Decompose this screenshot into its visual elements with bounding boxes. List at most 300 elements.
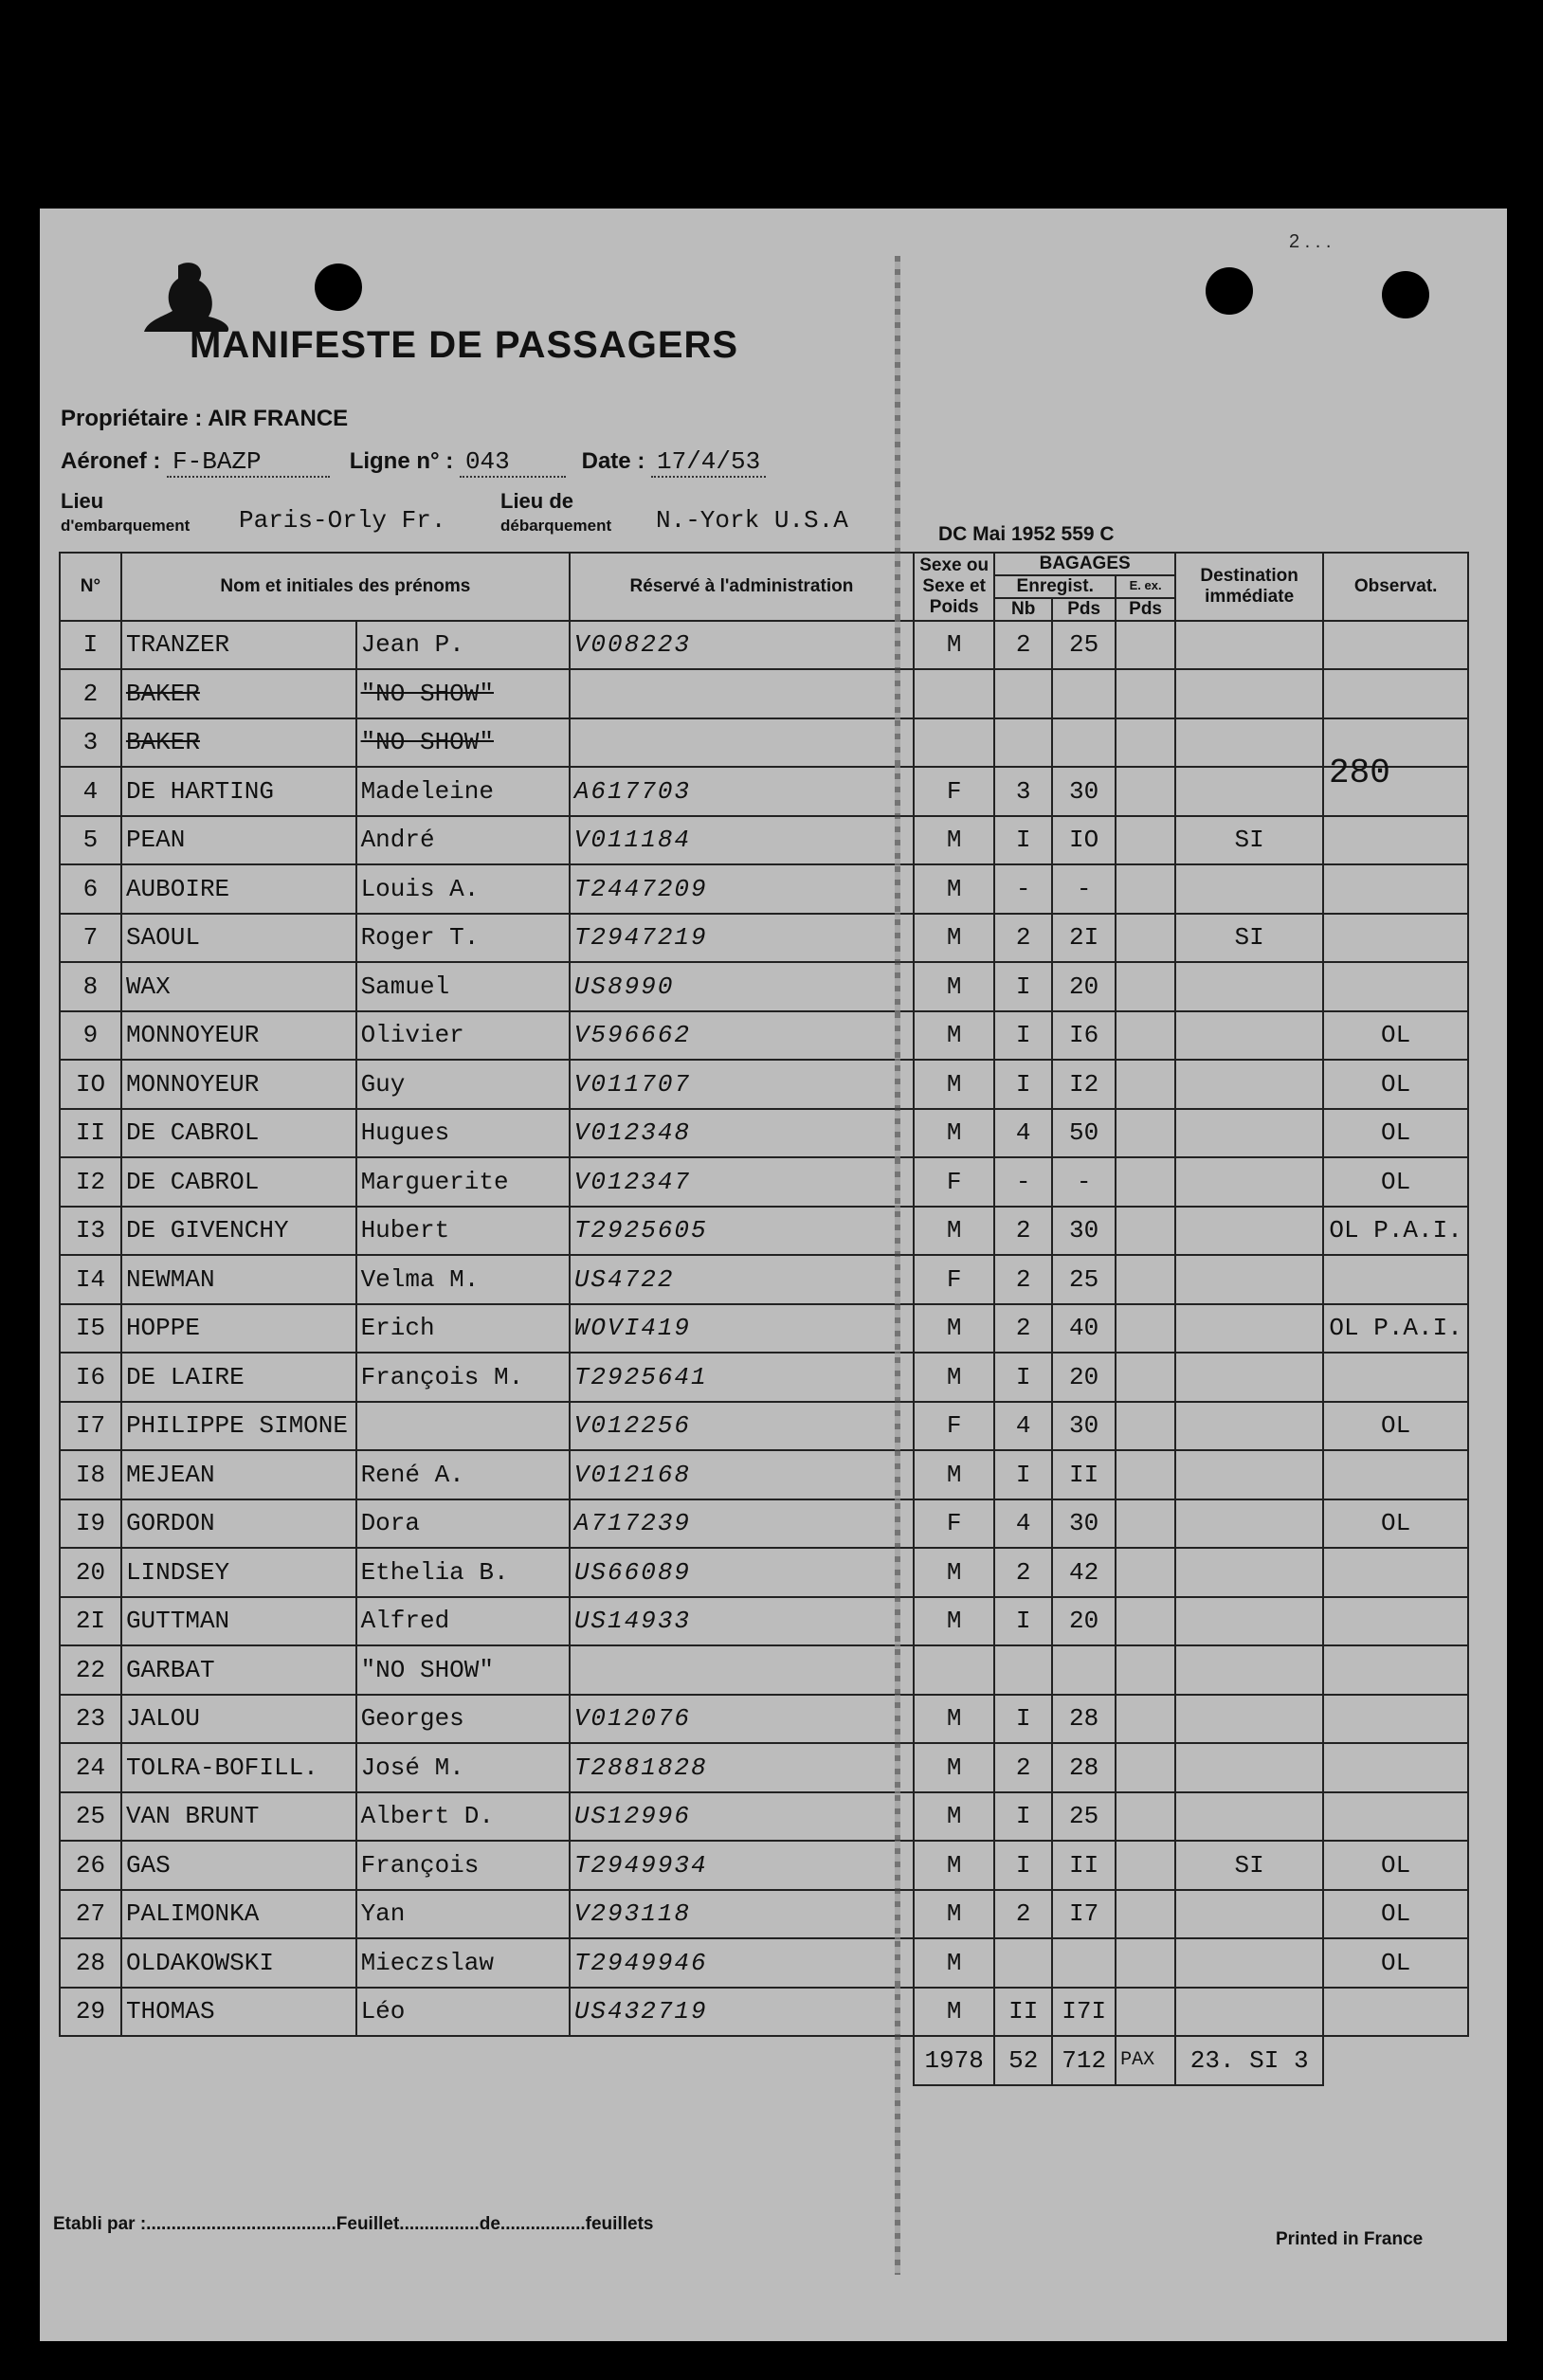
first-name-cell: "NO SHOW"	[356, 1645, 570, 1695]
reservation-number-cell: T2947219	[570, 914, 914, 963]
sex-cell: M	[914, 1988, 994, 2037]
passenger-name-cell: AUBOIRE	[121, 864, 356, 914]
table-row	[60, 767, 1468, 816]
observation-cell	[1323, 1645, 1468, 1695]
row-number-cell: I7	[60, 1402, 121, 1451]
reservation-number-cell: V011707	[570, 1060, 914, 1109]
destination-cell	[1175, 1109, 1323, 1158]
sex-cell	[914, 1645, 994, 1695]
reservation-number-cell: T2447209	[570, 864, 914, 914]
passenger-name-cell: TRANZER	[121, 621, 356, 670]
reservation-number-cell: US432719	[570, 1988, 914, 2037]
baggage-count-cell: I	[994, 1695, 1052, 1744]
extra-baggage-cell	[1116, 1938, 1175, 1988]
row-number-cell: 29	[60, 1988, 121, 2037]
row-number-cell: 23	[60, 1695, 121, 1744]
baggage-weight-cell: IO	[1052, 816, 1116, 865]
extra-baggage-cell	[1116, 718, 1175, 768]
row-number-cell: 27	[60, 1890, 121, 1939]
observation-cell: OL	[1323, 1402, 1468, 1451]
sex-cell	[914, 669, 994, 718]
destination-cell: SI	[1175, 816, 1323, 865]
baggage-count-cell: I	[994, 1450, 1052, 1499]
baggage-weight-cell: 28	[1052, 1743, 1116, 1792]
baggage-weight-cell: I7I	[1052, 1988, 1116, 2037]
first-name-cell: Léo	[356, 1988, 570, 2037]
passenger-name-cell: DE HARTING	[121, 767, 356, 816]
table-row	[60, 1695, 1468, 1744]
table-row	[60, 1988, 1468, 2037]
baggage-weight-cell: -	[1052, 864, 1116, 914]
passenger-name-cell: HOPPE	[121, 1304, 356, 1354]
baggage-weight-cell: 30	[1052, 1207, 1116, 1256]
observation-cell	[1323, 1792, 1468, 1842]
baggage-weight-cell: 20	[1052, 1353, 1116, 1402]
destination-cell	[1175, 1938, 1323, 1988]
passenger-name-cell: VAN BRUNT	[121, 1792, 356, 1842]
extra-baggage-cell	[1116, 1450, 1175, 1499]
baggage-weight-cell: 28	[1052, 1695, 1116, 1744]
destination-cell	[1175, 864, 1323, 914]
baggage-count-cell: 4	[994, 1499, 1052, 1549]
passenger-name-cell: MONNOYEUR	[121, 1060, 356, 1109]
first-name-cell	[356, 1402, 570, 1451]
reservation-number-cell: T2925641	[570, 1353, 914, 1402]
header-extra-pds: Pds	[1116, 598, 1175, 621]
row-number-cell: I8	[60, 1450, 121, 1499]
destination-cell	[1175, 1890, 1323, 1939]
passenger-name-cell: PEAN	[121, 816, 356, 865]
observation-cell: OL	[1323, 1060, 1468, 1109]
destination-cell	[1175, 1792, 1323, 1842]
sex-cell: M	[914, 1060, 994, 1109]
baggage-count-cell: -	[994, 864, 1052, 914]
flight-line	[61, 447, 766, 478]
first-name-cell: Yan	[356, 1890, 570, 1939]
baggage-weight-cell: I6	[1052, 1011, 1116, 1061]
first-name-cell: Ethelia B.	[356, 1548, 570, 1597]
destination-cell	[1175, 669, 1323, 718]
first-name-cell: Guy	[356, 1060, 570, 1109]
punch-hole	[1382, 271, 1429, 318]
extra-baggage-cell	[1116, 621, 1175, 670]
table-row	[60, 1060, 1468, 1109]
baggage-count-cell: 2	[994, 914, 1052, 963]
destination-cell	[1175, 1157, 1323, 1207]
baggage-weight-cell: 25	[1052, 621, 1116, 670]
observation-cell	[1323, 1548, 1468, 1597]
row-number-cell: 4	[60, 767, 121, 816]
sex-cell: M	[914, 1304, 994, 1354]
form-reference: DC Mai 1952 559 C	[938, 523, 1115, 545]
row-number-cell: 2I	[60, 1597, 121, 1646]
reservation-number-cell: V012256	[570, 1402, 914, 1451]
passenger-name-cell: DE CABROL	[121, 1157, 356, 1207]
table-row	[60, 1011, 1468, 1061]
passenger-name-cell: GAS	[121, 1841, 356, 1890]
baggage-count-cell: I	[994, 1841, 1052, 1890]
baggage-count-cell: I	[994, 1792, 1052, 1842]
reservation-number-cell: V012168	[570, 1450, 914, 1499]
table-row	[60, 1792, 1468, 1842]
aircraft-value: F-BAZP	[167, 447, 330, 478]
row-number-cell: 28	[60, 1938, 121, 1988]
reservation-number-cell: T2949946	[570, 1938, 914, 1988]
observation-cell	[1323, 1255, 1468, 1304]
first-name-cell: Louis A.	[356, 864, 570, 914]
passenger-name-cell: PHILIPPE SIMONE	[121, 1402, 356, 1451]
sex-cell: F	[914, 1255, 994, 1304]
table-row	[60, 914, 1468, 963]
destination-cell	[1175, 1304, 1323, 1354]
line-label: Ligne n° :	[349, 448, 454, 474]
table-row	[60, 864, 1468, 914]
first-name-cell: Mieczslaw	[356, 1938, 570, 1988]
passenger-name-cell: DE CABROL	[121, 1109, 356, 1158]
table-row	[60, 718, 1468, 768]
reservation-number-cell: V293118	[570, 1890, 914, 1939]
reservation-number-cell: US66089	[570, 1548, 914, 1597]
row-number-cell: 26	[60, 1841, 121, 1890]
extra-baggage-cell	[1116, 1402, 1175, 1451]
destination-cell	[1175, 767, 1323, 816]
row-number-cell: I4	[60, 1255, 121, 1304]
row-number-cell: I9	[60, 1499, 121, 1549]
baggage-weight-cell	[1052, 1645, 1116, 1695]
table-row	[60, 1304, 1468, 1354]
first-name-cell: Dora	[356, 1499, 570, 1549]
passenger-name-cell: THOMAS	[121, 1988, 356, 2037]
baggage-weight-cell: 30	[1052, 767, 1116, 816]
table-row	[60, 621, 1468, 670]
observation-cell	[1323, 1353, 1468, 1402]
passenger-table	[59, 552, 1469, 2086]
first-name-cell: "NO SHOW"	[356, 669, 570, 718]
reservation-number-cell: A617703	[570, 767, 914, 816]
extra-baggage-cell	[1116, 1499, 1175, 1549]
first-name-cell: Velma M.	[356, 1255, 570, 1304]
header-no: N°	[60, 553, 121, 621]
extra-baggage-cell	[1116, 962, 1175, 1011]
row-number-cell: 5	[60, 816, 121, 865]
observation-cell	[1323, 621, 1468, 670]
baggage-weight-cell	[1052, 718, 1116, 768]
baggage-count-cell	[994, 1645, 1052, 1695]
row-number-cell: I2	[60, 1157, 121, 1207]
baggage-weight-cell: 25	[1052, 1255, 1116, 1304]
extra-baggage-cell	[1116, 1890, 1175, 1939]
baggage-count-cell: 4	[994, 1402, 1052, 1451]
table-row	[60, 1645, 1468, 1695]
reservation-number-cell: WOVI419	[570, 1304, 914, 1354]
row-number-cell: 20	[60, 1548, 121, 1597]
sex-cell: M	[914, 864, 994, 914]
row-number-cell: I6	[60, 1353, 121, 1402]
observation-cell: OL	[1323, 1157, 1468, 1207]
date-value: 17/4/53	[651, 447, 766, 478]
line-value: 043	[460, 447, 566, 478]
first-name-cell: Georges	[356, 1695, 570, 1744]
disembark-value: N.-York U.S.A	[656, 506, 848, 535]
handwritten-note: 280	[1329, 754, 1390, 792]
total-destination: 23. SI 3	[1175, 2036, 1323, 2085]
first-name-cell: André	[356, 816, 570, 865]
destination-cell	[1175, 962, 1323, 1011]
passenger-name-cell: PALIMONKA	[121, 1890, 356, 1939]
baggage-count-cell: I	[994, 1597, 1052, 1646]
observation-cell	[1323, 669, 1468, 718]
passenger-name-cell: NEWMAN	[121, 1255, 356, 1304]
sex-cell: M	[914, 1743, 994, 1792]
destination-cell	[1175, 1255, 1323, 1304]
passenger-name-cell: TOLRA-BOFILL.	[121, 1743, 356, 1792]
destination-cell	[1175, 1353, 1323, 1402]
header-destination: Destination immédiate	[1175, 553, 1323, 621]
table-row	[60, 962, 1468, 1011]
baggage-count-cell: 2	[994, 1743, 1052, 1792]
baggage-count-cell: I	[994, 816, 1052, 865]
row-number-cell: I	[60, 621, 121, 670]
passenger-name-cell: WAX	[121, 962, 356, 1011]
baggage-weight-cell: 50	[1052, 1109, 1116, 1158]
extra-baggage-cell	[1116, 816, 1175, 865]
first-name-cell: Erich	[356, 1304, 570, 1354]
baggage-count-cell: 3	[994, 767, 1052, 816]
sex-cell: M	[914, 621, 994, 670]
row-number-cell: 3	[60, 718, 121, 768]
first-name-cell: Hugues	[356, 1109, 570, 1158]
row-number-cell: 7	[60, 914, 121, 963]
header-pds: Pds	[1052, 598, 1116, 621]
reservation-number-cell: US14933	[570, 1597, 914, 1646]
extra-baggage-cell	[1116, 1548, 1175, 1597]
total-sex: 1978	[914, 2036, 994, 2085]
observation-cell: OL	[1323, 1499, 1468, 1549]
first-name-cell: Madeleine	[356, 767, 570, 816]
reservation-number-cell: V011184	[570, 816, 914, 865]
first-name-cell: François M.	[356, 1353, 570, 1402]
table-row	[60, 1938, 1468, 1988]
baggage-weight-cell: 25	[1052, 1792, 1116, 1842]
baggage-weight-cell: 20	[1052, 962, 1116, 1011]
extra-baggage-cell	[1116, 1207, 1175, 1256]
sex-cell: M	[914, 1938, 994, 1988]
passenger-name-cell: JALOU	[121, 1695, 356, 1744]
sex-cell: M	[914, 1207, 994, 1256]
baggage-count-cell: 2	[994, 1255, 1052, 1304]
row-number-cell: IO	[60, 1060, 121, 1109]
extra-baggage-cell	[1116, 1597, 1175, 1646]
observation-cell	[1323, 1597, 1468, 1646]
first-name-cell: François	[356, 1841, 570, 1890]
corner-mark: 2 . . .	[1289, 231, 1332, 252]
row-number-cell: I5	[60, 1304, 121, 1354]
observation-cell	[1323, 864, 1468, 914]
table-row	[60, 1743, 1468, 1792]
baggage-count-cell: -	[994, 1157, 1052, 1207]
passenger-name-cell: LINDSEY	[121, 1548, 356, 1597]
extra-baggage-cell	[1116, 1255, 1175, 1304]
extra-baggage-cell	[1116, 1743, 1175, 1792]
observation-cell	[1323, 1743, 1468, 1792]
baggage-count-cell: 2	[994, 1207, 1052, 1256]
first-name-cell: Olivier	[356, 1011, 570, 1061]
extra-baggage-cell	[1116, 1841, 1175, 1890]
reservation-number-cell: V008223	[570, 621, 914, 670]
extra-baggage-cell	[1116, 1645, 1175, 1695]
table-row	[60, 669, 1468, 718]
destination-cell	[1175, 1402, 1323, 1451]
table-row	[60, 1450, 1468, 1499]
sex-cell: M	[914, 1841, 994, 1890]
baggage-count-cell: 2	[994, 1548, 1052, 1597]
header-registered: Enregist.	[994, 575, 1116, 598]
punch-hole	[315, 263, 362, 311]
baggage-count-cell	[994, 718, 1052, 768]
table-row	[60, 1841, 1468, 1890]
table-row	[60, 1597, 1468, 1646]
row-number-cell: 2	[60, 669, 121, 718]
baggage-weight-cell: 2I	[1052, 914, 1116, 963]
first-name-cell: Hubert	[356, 1207, 570, 1256]
extra-baggage-cell	[1116, 1695, 1175, 1744]
baggage-count-cell	[994, 1938, 1052, 1988]
extra-baggage-cell	[1116, 1011, 1175, 1061]
passenger-name-cell: DE GIVENCHY	[121, 1207, 356, 1256]
baggage-count-cell: I	[994, 1060, 1052, 1109]
passenger-name-cell: GORDON	[121, 1499, 356, 1549]
destination-cell	[1175, 1060, 1323, 1109]
table-row	[60, 1207, 1468, 1256]
sex-cell: M	[914, 1890, 994, 1939]
destination-cell	[1175, 1645, 1323, 1695]
sex-cell: M	[914, 1109, 994, 1158]
baggage-weight-cell: -	[1052, 1157, 1116, 1207]
observation-cell: OL	[1323, 1109, 1468, 1158]
passenger-name-cell: MONNOYEUR	[121, 1011, 356, 1061]
header-sex: Sexe ou Sexe et Poids	[914, 553, 994, 621]
sex-cell	[914, 718, 994, 768]
sex-cell: F	[914, 1499, 994, 1549]
destination-cell	[1175, 1988, 1323, 2037]
reservation-number-cell: US8990	[570, 962, 914, 1011]
sex-cell: M	[914, 1011, 994, 1061]
reservation-number-cell: A717239	[570, 1499, 914, 1549]
baggage-count-cell: 2	[994, 1304, 1052, 1354]
sex-cell: M	[914, 1548, 994, 1597]
table-row	[60, 1157, 1468, 1207]
observation-cell	[1323, 816, 1468, 865]
extra-baggage-cell	[1116, 767, 1175, 816]
baggage-weight-cell: 40	[1052, 1304, 1116, 1354]
extra-baggage-cell	[1116, 1304, 1175, 1354]
first-name-cell: Albert D.	[356, 1792, 570, 1842]
header-nb: Nb	[994, 598, 1052, 621]
sex-cell: F	[914, 767, 994, 816]
observation-cell	[1323, 914, 1468, 963]
header-name: Nom et initiales des prénoms	[121, 553, 570, 621]
extra-baggage-cell	[1116, 669, 1175, 718]
baggage-count-cell	[994, 669, 1052, 718]
first-name-cell: Jean P.	[356, 621, 570, 670]
destination-cell	[1175, 1597, 1323, 1646]
passenger-name-cell: MEJEAN	[121, 1450, 356, 1499]
extra-baggage-cell	[1116, 914, 1175, 963]
first-name-cell: Alfred	[356, 1597, 570, 1646]
owner-line	[61, 406, 348, 432]
table-row	[60, 1255, 1468, 1304]
first-name-cell: René A.	[356, 1450, 570, 1499]
baggage-count-cell: I	[994, 1353, 1052, 1402]
destination-cell	[1175, 1450, 1323, 1499]
baggage-count-cell: I	[994, 962, 1052, 1011]
passenger-name-cell: DE LAIRE	[121, 1353, 356, 1402]
reservation-number-cell: T2881828	[570, 1743, 914, 1792]
total-nb: 52	[994, 2036, 1052, 2085]
first-name-cell: Roger T.	[356, 914, 570, 963]
extra-baggage-cell	[1116, 1060, 1175, 1109]
embark-label-1: Lieu	[61, 489, 104, 513]
row-number-cell: 6	[60, 864, 121, 914]
printed-in-france: Printed in France	[1276, 2229, 1424, 2249]
observation-cell: OL P.A.I.	[1323, 1207, 1468, 1256]
sex-cell: F	[914, 1402, 994, 1451]
passenger-name-cell: GUTTMAN	[121, 1597, 356, 1646]
destination-cell	[1175, 718, 1323, 768]
observation-cell: OL	[1323, 1890, 1468, 1939]
sex-cell: M	[914, 1450, 994, 1499]
reservation-number-cell: US12996	[570, 1792, 914, 1842]
reservation-number-cell	[570, 1645, 914, 1695]
air-france-seahorse-logo-icon	[140, 258, 235, 334]
destination-cell	[1175, 1695, 1323, 1744]
baggage-weight-cell: II	[1052, 1450, 1116, 1499]
sex-cell: M	[914, 1597, 994, 1646]
observation-cell: OL	[1323, 1938, 1468, 1988]
table-row	[60, 1548, 1468, 1597]
punch-hole	[1206, 267, 1253, 315]
baggage-weight-cell	[1052, 669, 1116, 718]
reservation-number-cell	[570, 718, 914, 768]
header-baggage: BAGAGES	[994, 553, 1175, 575]
extra-baggage-cell	[1116, 1109, 1175, 1158]
embark-label-2: d'embarquement	[61, 517, 191, 535]
sex-cell: M	[914, 816, 994, 865]
table-row	[60, 1890, 1468, 1939]
total-extra: PAX	[1116, 2036, 1175, 2085]
baggage-weight-cell	[1052, 1938, 1116, 1988]
baggage-weight-cell: 42	[1052, 1548, 1116, 1597]
table-row	[60, 1109, 1468, 1158]
reservation-number-cell: V012347	[570, 1157, 914, 1207]
table-row	[60, 1353, 1468, 1402]
row-number-cell: 8	[60, 962, 121, 1011]
reservation-number-cell: V012348	[570, 1109, 914, 1158]
table-row	[60, 816, 1468, 865]
baggage-weight-cell: I2	[1052, 1060, 1116, 1109]
extra-baggage-cell	[1116, 1988, 1175, 2037]
baggage-count-cell: 2	[994, 1890, 1052, 1939]
first-name-cell: "NO SHOW"	[356, 718, 570, 768]
disembark-label-2: débarquement	[500, 517, 612, 535]
passenger-name-cell: GARBAT	[121, 1645, 356, 1695]
fold-crease	[895, 256, 900, 2275]
row-number-cell: 22	[60, 1645, 121, 1695]
disembark-label-1: Lieu de	[500, 489, 574, 513]
row-number-cell: 25	[60, 1792, 121, 1842]
destination-cell: SI	[1175, 914, 1323, 963]
destination-cell	[1175, 621, 1323, 670]
